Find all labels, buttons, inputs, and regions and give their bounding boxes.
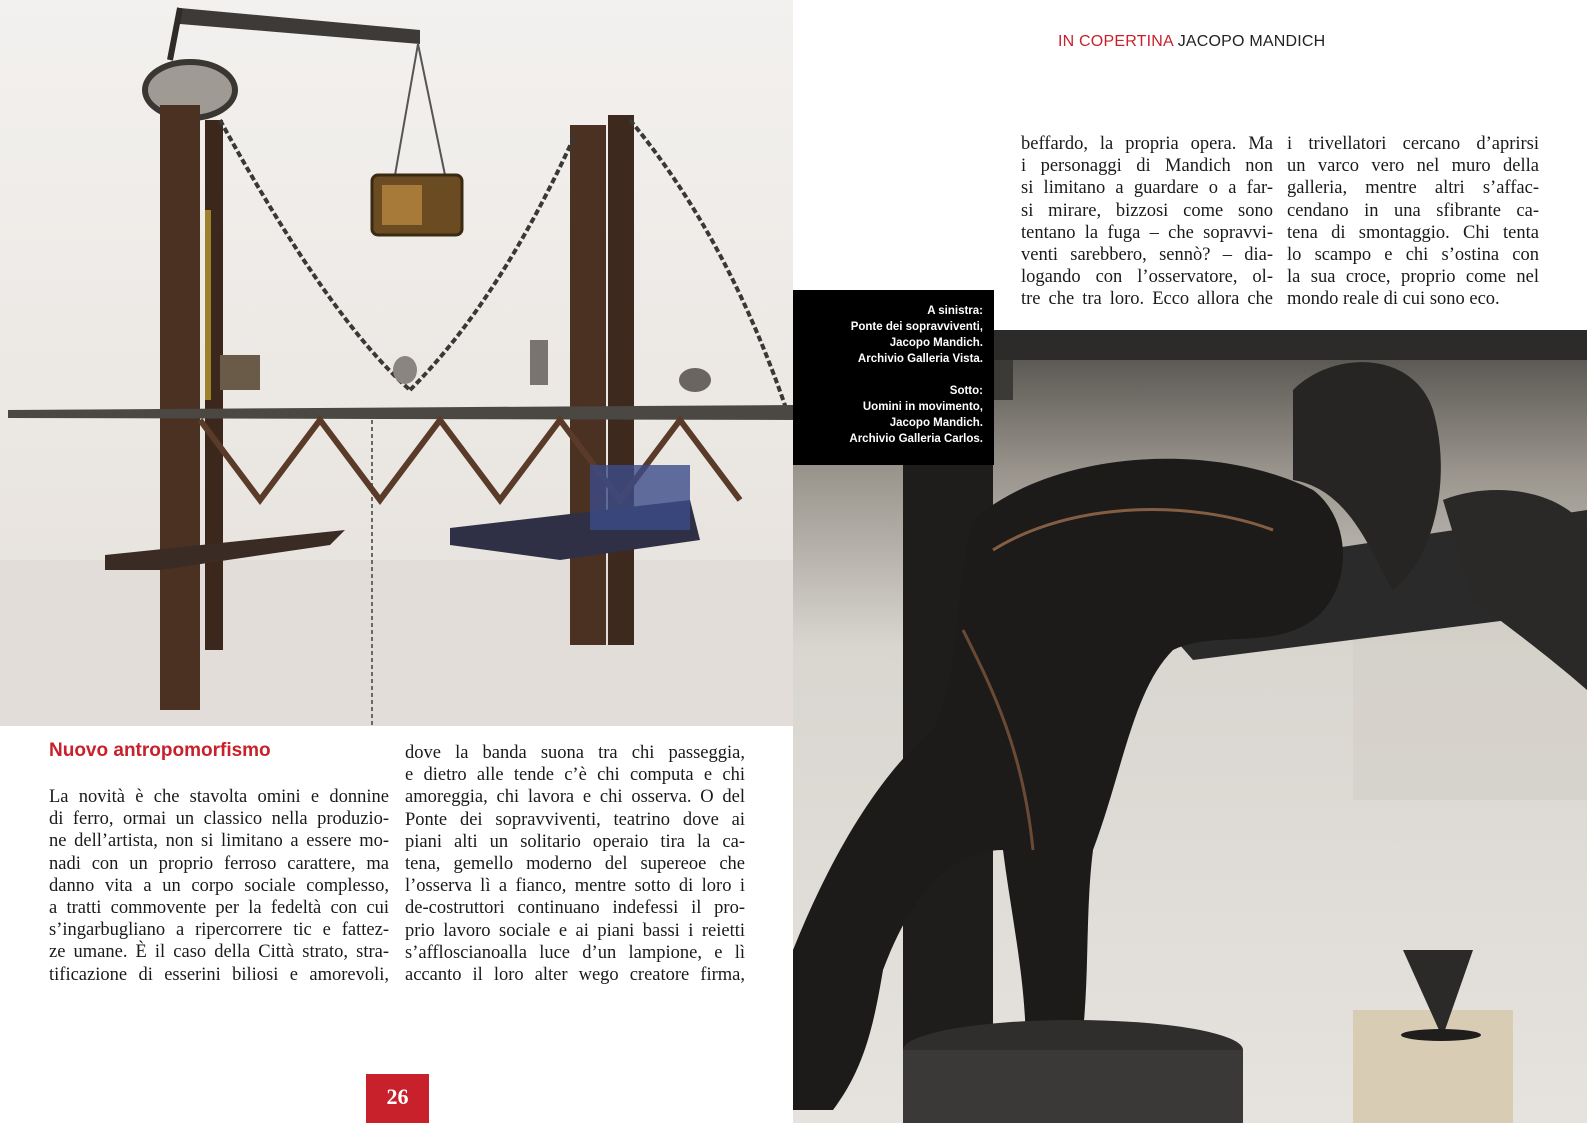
article-column-left-2 xyxy=(405,742,745,986)
text-line: tena di smontaggio. Chi tenta xyxy=(1287,222,1539,243)
text-line: si mirare, bizzosi come sono xyxy=(1021,200,1273,221)
text-line: tena, gemello moderno del supereoe che xyxy=(405,854,745,875)
text-line: amoreggia, chi lavora e chi osserva. O del xyxy=(405,787,745,808)
bridge-sculpture-illustration xyxy=(0,0,793,726)
caption-line: Archivio Galleria Carlos. xyxy=(849,433,983,445)
text-line: l’osserva lì a fianco, mentre sotto di loro i xyxy=(405,876,745,897)
caption-line: Jacopo Mandich. xyxy=(889,417,983,429)
text-line: lo scampo e chi s’ostina con xyxy=(1287,245,1539,266)
bridge-sculpture-photo xyxy=(0,0,793,726)
text-line: un varco vero nel muro della xyxy=(1287,156,1539,177)
text-line: La novità è che stavolta omini e donnine xyxy=(49,787,389,807)
text-line: mondo reale di cui sono eco. xyxy=(1287,289,1500,310)
header-section: IN COPERTINA xyxy=(1058,33,1174,50)
text-line: nadi con un proprio ferroso carattere, ma xyxy=(49,853,389,874)
text-line: tificazione di esserini biliosi e amorevoli, xyxy=(49,964,389,985)
text-line: Ponte dei sopravviventi, teatrino dove ai xyxy=(405,809,745,830)
section-subheading: Nuovo antropomorfismo xyxy=(49,740,271,761)
caption-line: Ponte dei sopravviventi, xyxy=(850,321,983,333)
text-line: danno vita a un corpo sociale complesso, xyxy=(49,875,389,896)
text-line: si limitano a guardare o a far- xyxy=(1021,178,1273,199)
text-line: i personaggi di Mandich non xyxy=(1021,156,1273,177)
caption-left-label: A sinistra: xyxy=(927,305,983,317)
text-line: de-costruttori continuano indefessi il pro- xyxy=(405,898,745,919)
article-column-right-2 xyxy=(1287,133,1539,311)
caption-line: Jacopo Mandich. xyxy=(889,337,983,349)
caption-line: Archivio Galleria Vista. xyxy=(857,353,983,365)
running-header xyxy=(1058,33,1325,51)
text-line: prio lavoro sociale e ai piani bassi i reietti xyxy=(405,920,745,941)
text-line: tre che tra loro. Ecco allora che xyxy=(1021,289,1273,310)
text-line: s’affloscianoalla luce d’un lampione, e lì xyxy=(405,942,745,963)
article-column-right-1 xyxy=(1021,133,1273,311)
caption-below xyxy=(803,383,983,447)
text-line: accanto il loro alter wego creatore firma, xyxy=(405,965,745,986)
text-line: galleria, mentre altri s’affac- xyxy=(1287,178,1539,199)
text-line: ze umane. È il caso della Città strato, stra- xyxy=(49,942,389,963)
text-line: piani alti un solitario operaio tira la ca- xyxy=(405,831,745,852)
text-line: di ferro, ormai un classico nella produzio- xyxy=(49,809,389,830)
photo-caption xyxy=(793,290,994,465)
text-line: e dietro alle tende c’è chi computa e chi xyxy=(405,765,745,786)
text-line: a tratti commovente per la fedeltà con cui xyxy=(49,898,389,919)
text-line: la sua croce, proprio come nel xyxy=(1287,267,1539,288)
text-line: ne dell’artista, non si limitano a essere mo- xyxy=(49,831,389,852)
page-number: 26 xyxy=(366,1074,429,1123)
text-line: dove la banda suona tra chi passeggia, xyxy=(405,743,745,763)
text-line: s’ingarbugliano a ripercorrere tic e fattez- xyxy=(49,920,389,941)
text-line: logando con l’osservatore, ol- xyxy=(1021,267,1273,288)
text-line: venti sarebbero, sennò? – dia- xyxy=(1021,245,1273,266)
caption-below-label: Sotto: xyxy=(949,385,983,397)
caption-line: Uomini in movimento, xyxy=(862,401,983,413)
text-line: tentano la fuga – che sopravvi- xyxy=(1021,222,1273,243)
text-line: i trivellatori cercano d’aprirsi xyxy=(1287,134,1539,154)
caption-left xyxy=(803,303,983,367)
header-author: JACOPO MANDICH xyxy=(1177,33,1326,50)
text-line: beffardo, la propria opera. Ma xyxy=(1021,134,1273,154)
article-column-left-1 xyxy=(49,786,389,986)
text-line: cendano in una sfibrante ca- xyxy=(1287,200,1539,221)
